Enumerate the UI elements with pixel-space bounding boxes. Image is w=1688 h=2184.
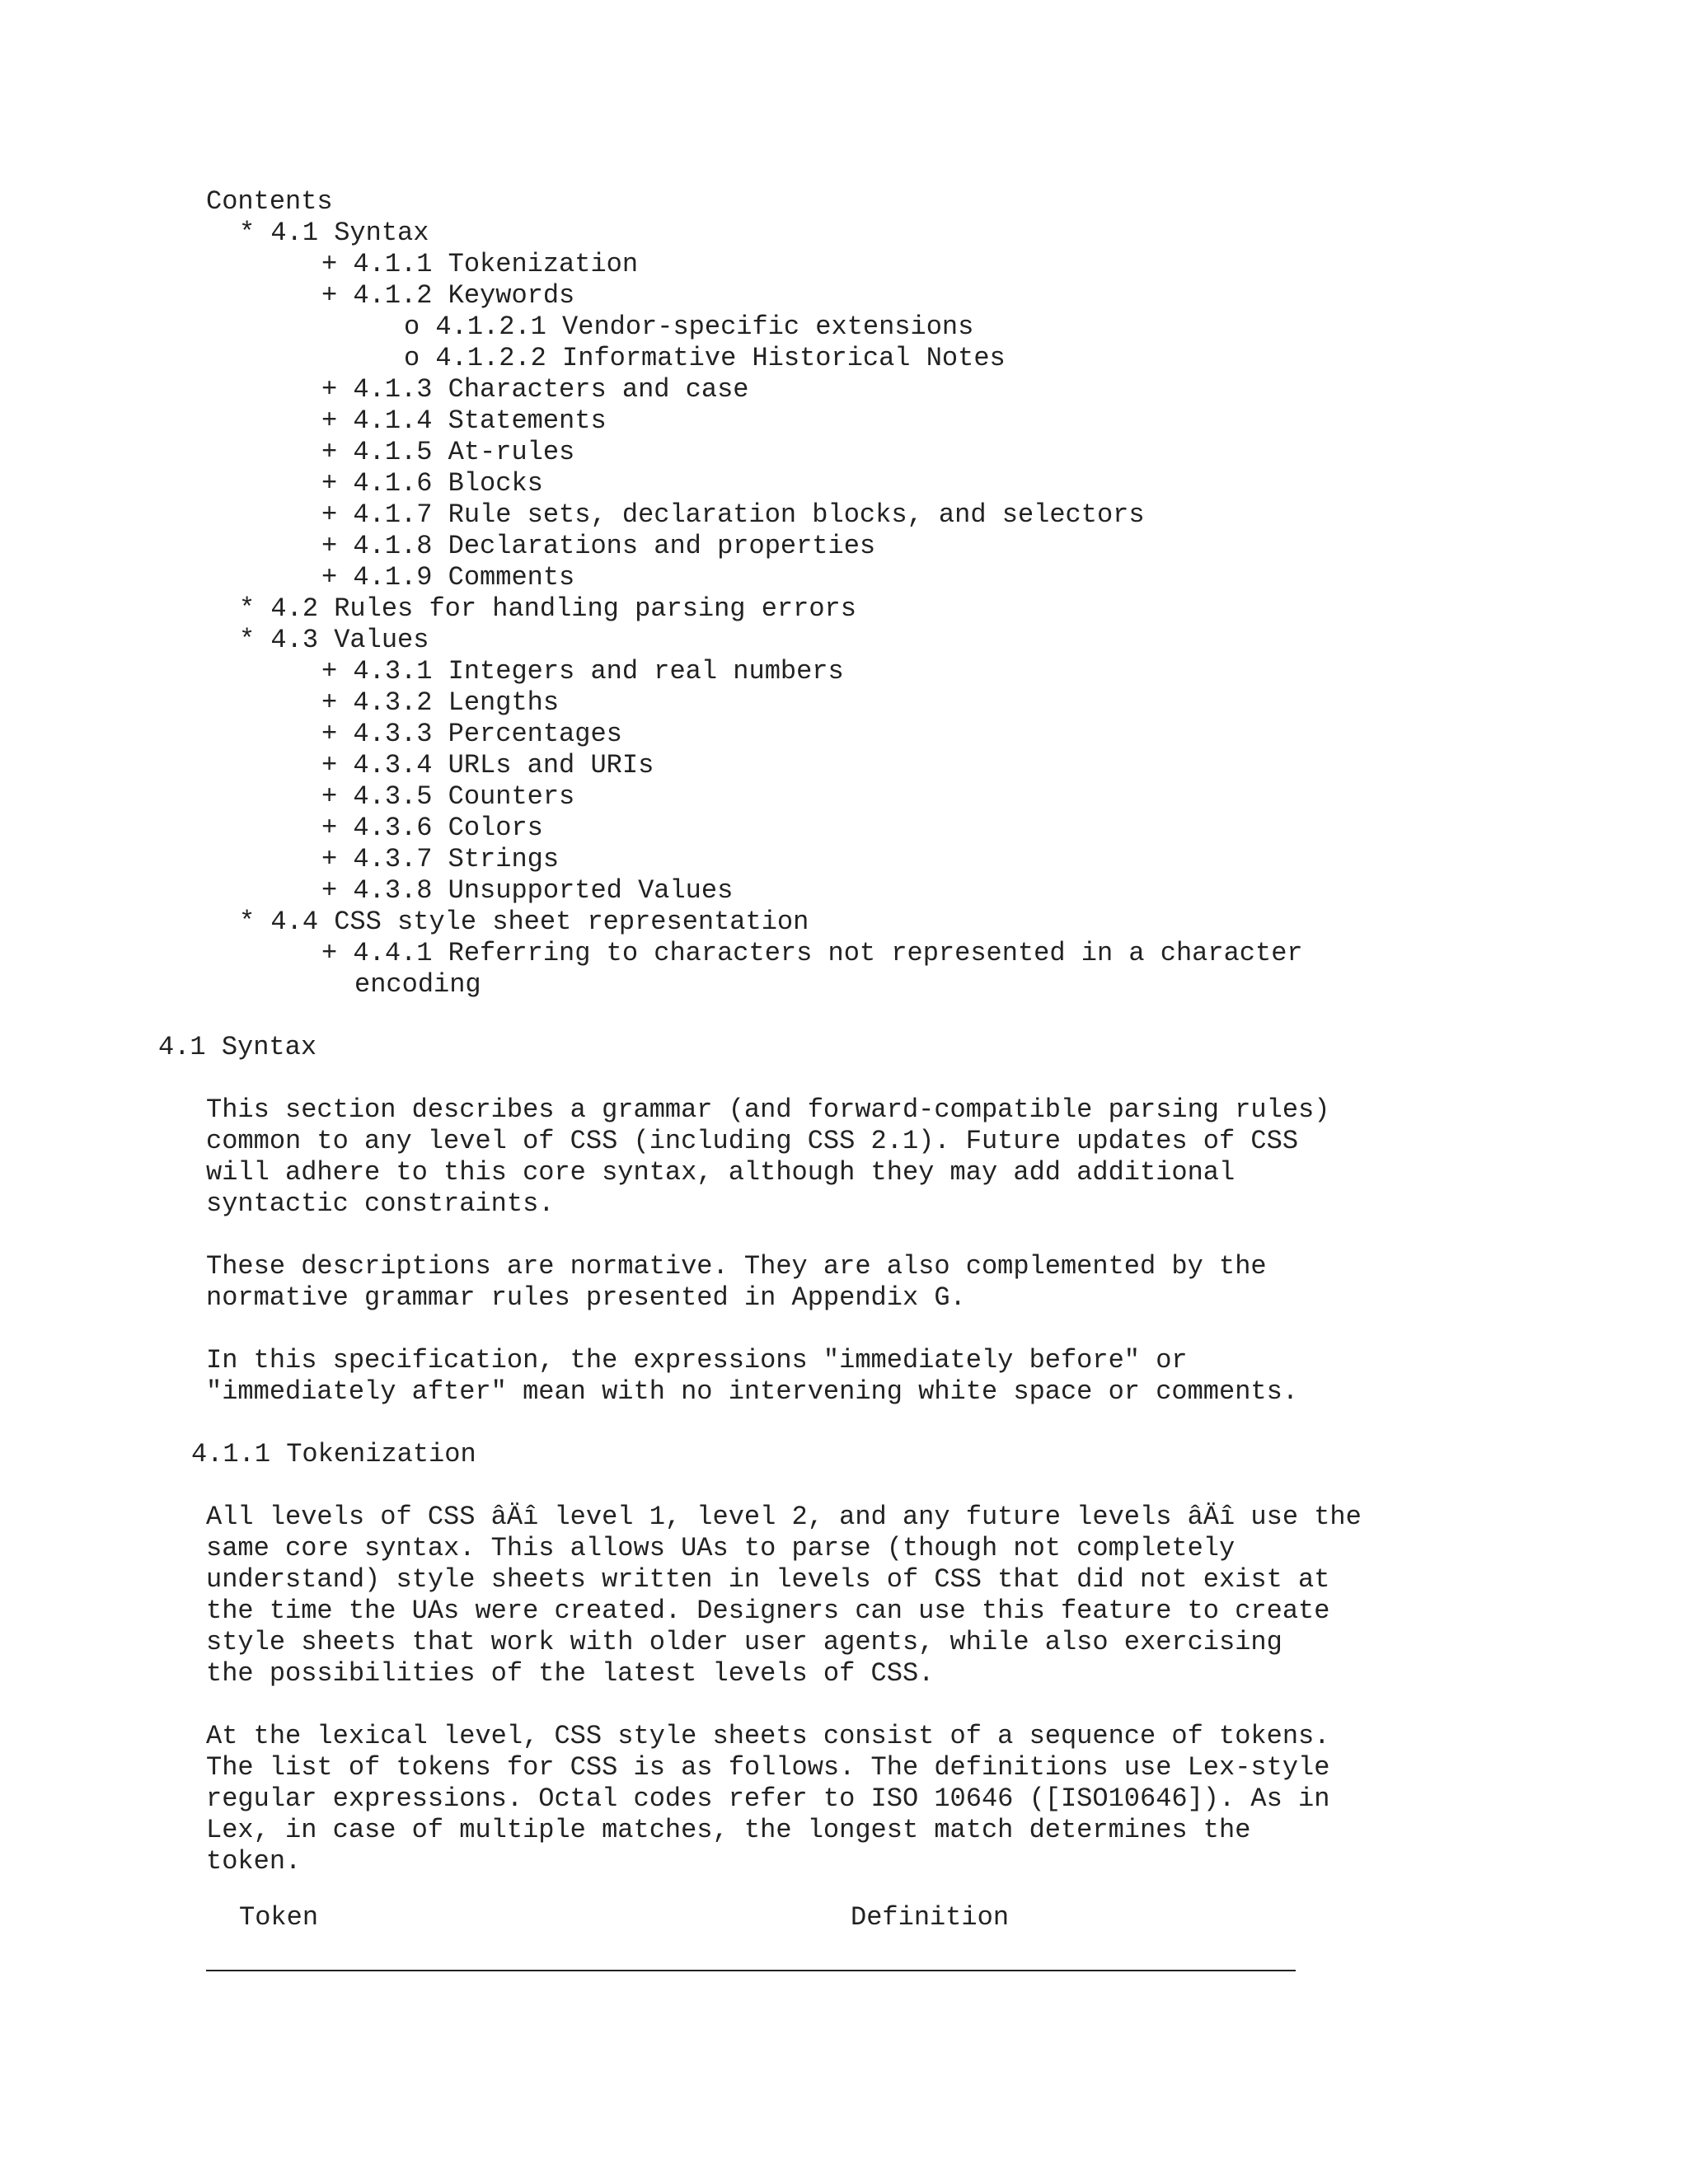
toc-bullet: * <box>239 218 256 248</box>
toc-item <box>321 875 733 907</box>
paragraph-line: These descriptions are normative. They are also complemented by the <box>206 1251 1267 1282</box>
toc-bullet: + <box>321 468 338 499</box>
toc-item <box>321 562 574 593</box>
toc-link: 4.1.6 Blocks <box>353 468 543 499</box>
toc-link: 4.1.5 At-rules <box>353 437 575 467</box>
toc-link: 4.1.7 Rule sets, declaration blocks, and selectors <box>353 499 1145 530</box>
table-header-definition: Definition <box>851 1902 1010 1933</box>
toc-link: 4.1.8 Declarations and properties <box>353 531 876 561</box>
toc-bullet: + <box>321 781 338 812</box>
toc-link: 4.3.6 Colors <box>353 813 543 843</box>
paragraph-line: the possibilities of the latest levels of CSS. <box>206 1658 935 1689</box>
toc-item <box>321 280 574 312</box>
toc-item <box>239 907 809 938</box>
toc-link: 4.4.1 Referring to characters not represented in a character <box>353 938 1303 968</box>
paragraph-line: All levels of CSS âÄî level 1, level 2, and any future levels âÄî use the <box>206 1502 1362 1532</box>
toc-bullet: + <box>321 938 338 968</box>
toc-link: 4.4 CSS style sheet representation <box>270 907 809 937</box>
paragraph-line: the time the UAs were created. Designers can use this feature to create <box>206 1596 1330 1626</box>
toc-bullet: + <box>321 844 338 874</box>
toc-link: 4.1 Syntax <box>270 218 429 248</box>
toc-bullet: + <box>321 875 338 906</box>
table-header-rule <box>206 1970 1296 1971</box>
toc-bullet: + <box>321 249 338 279</box>
toc-link: 4.1.2.2 Informative Historical Notes <box>435 343 1006 373</box>
toc-item <box>321 687 559 719</box>
toc-item <box>321 938 1303 969</box>
toc-item <box>321 499 1145 531</box>
toc-bullet: + <box>321 499 338 530</box>
toc-item <box>321 719 622 750</box>
toc-bullet: + <box>321 719 338 749</box>
toc-item-continuation: encoding <box>354 969 481 1000</box>
toc-item <box>321 813 543 844</box>
paragraph-line: The list of tokens for CSS is as follows. The definitions use Lex-style <box>206 1752 1330 1783</box>
paragraph-line: regular expressions. Octal codes refer to ISO 10646 ([ISO10646]). As in <box>206 1783 1330 1814</box>
toc-item <box>239 593 856 625</box>
toc-item <box>404 343 1006 374</box>
toc-item <box>239 218 429 249</box>
table-header-token: Token <box>239 1902 319 1933</box>
toc-bullet: + <box>321 280 338 311</box>
toc-item <box>321 437 574 468</box>
toc-item <box>321 656 844 687</box>
toc-link: 4.2 Rules for handling parsing errors <box>270 593 856 624</box>
toc-item <box>321 750 654 781</box>
toc-item <box>321 844 559 875</box>
paragraph-line: style sheets that work with older user agents, while also exercising <box>206 1627 1282 1657</box>
toc-bullet: * <box>239 593 256 624</box>
toc-bullet: + <box>321 374 338 405</box>
toc-link: 4.1.2.1 Vendor-specific extensions <box>435 312 974 342</box>
toc-item <box>321 781 574 813</box>
toc-link: 4.1.4 Statements <box>353 405 607 436</box>
paragraph-line: Lex, in case of multiple matches, the longest match determines the <box>206 1815 1251 1845</box>
toc-bullet: * <box>239 625 256 655</box>
subsection-heading: 4.1.1 Tokenization <box>191 1439 476 1469</box>
paragraph-line: understand) style sheets written in levels of CSS that did not exist at <box>206 1564 1330 1595</box>
section-heading: 4.1 Syntax <box>158 1032 317 1062</box>
toc-bullet: + <box>321 405 338 436</box>
toc-link: 4.3.1 Integers and real numbers <box>353 656 844 687</box>
toc-link: 4.1.1 Tokenization <box>353 249 639 279</box>
toc-item <box>239 625 429 656</box>
paragraph-line: "immediately after" mean with no intervening white space or comments. <box>206 1376 1299 1407</box>
toc-link: 4.3.7 Strings <box>353 844 560 874</box>
toc-bullet: + <box>321 813 338 843</box>
toc-item <box>321 374 748 405</box>
toc-bullet: + <box>321 437 338 467</box>
toc-link: 4.3.2 Lengths <box>353 687 560 718</box>
paragraph-line: This section describes a grammar (and forward-compatible parsing rules) <box>206 1094 1330 1125</box>
toc-link: 4.1.9 Comments <box>353 562 575 593</box>
paragraph-line: In this specification, the expressions "immediately before" or <box>206 1345 1188 1376</box>
toc-link: 4.3.8 Unsupported Values <box>353 875 734 906</box>
toc-bullet: * <box>239 907 256 937</box>
toc-link: 4.3.4 URLs and URIs <box>353 750 654 780</box>
paragraph-line: At the lexical level, CSS style sheets consist of a sequence of tokens. <box>206 1721 1330 1751</box>
toc-item <box>321 249 638 280</box>
toc-bullet: + <box>321 562 338 593</box>
toc-link: 4.3.5 Counters <box>353 781 575 812</box>
toc-item <box>321 531 875 562</box>
toc-item <box>321 468 543 499</box>
toc-bullet: o <box>404 343 420 373</box>
toc-item <box>321 405 607 437</box>
toc-link: 4.3 Values <box>270 625 429 655</box>
paragraph-line: common to any level of CSS (including CSS 2.1). Future updates of CSS <box>206 1126 1299 1156</box>
toc-link: 4.1.2 Keywords <box>353 280 575 311</box>
paragraph-line: syntactic constraints. <box>206 1188 555 1219</box>
toc-link: 4.3.3 Percentages <box>353 719 622 749</box>
paragraph-line: token. <box>206 1846 302 1877</box>
toc-bullet: + <box>321 687 338 718</box>
toc-bullet: + <box>321 750 338 780</box>
toc-item <box>404 312 973 343</box>
paragraph-line: normative grammar rules presented in Appendix G. <box>206 1282 966 1313</box>
paragraph-line: same core syntax. This allows UAs to parse (though not completely <box>206 1533 1236 1563</box>
toc-bullet: + <box>321 531 338 561</box>
toc-title: Contents <box>206 186 333 217</box>
toc-bullet: + <box>321 656 338 687</box>
toc-bullet: o <box>404 312 420 342</box>
toc-link: 4.1.3 Characters and case <box>353 374 749 405</box>
paragraph-line: will adhere to this core syntax, although they may add additional <box>206 1157 1236 1188</box>
